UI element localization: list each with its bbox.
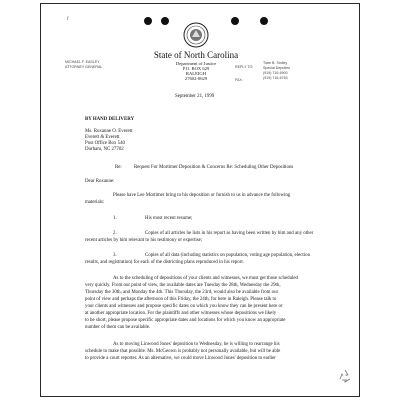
letterhead-zip: 27602-0629 bbox=[184, 76, 208, 81]
salutation: Dear Roxanne: bbox=[85, 179, 115, 184]
item-number: 1. bbox=[113, 216, 117, 221]
letterhead-right-fax: (919) 716-6763 bbox=[263, 76, 288, 80]
recipient-firm: Everett & Everett bbox=[85, 135, 120, 140]
paragraph-line: Thursday the 30th, and Monday the 4th. This Thursday, the 23rd, would also be available from our bbox=[85, 290, 279, 295]
recipient-city: Durham, NC 27702 bbox=[85, 147, 124, 152]
letterhead-po-box: P.O. BOX 629 bbox=[182, 66, 210, 71]
paragraph-line: point of view and perhaps the afternoon of this Friday, the 24th, for here in Raleigh. Please talk to bbox=[85, 297, 277, 302]
letter-page bbox=[40, 3, 360, 397]
recipient-name: Ms. Roxanne O. Everett bbox=[85, 129, 133, 134]
item-number: 3. bbox=[113, 253, 117, 258]
fax-label: FAX: bbox=[235, 78, 243, 82]
letterhead-city: RALEIGH bbox=[185, 71, 207, 76]
punch-hole bbox=[231, 17, 239, 25]
item-number: 2. bbox=[113, 231, 117, 236]
state-seal-icon bbox=[183, 22, 209, 48]
letterhead-left-name: MICHAEL F. EASLEY bbox=[65, 60, 100, 64]
delivery-method: BY HAND DELIVERY bbox=[85, 117, 135, 122]
item-text: results, and registration) for each of the districting plans reproduced in his report. bbox=[85, 260, 244, 265]
item-text: His most recent resume; bbox=[145, 216, 193, 221]
paragraph-line: to be short, please propose specific appropriate dates and locations for which you know an appropriate bbox=[85, 318, 286, 323]
stray-mark: f bbox=[67, 17, 69, 22]
letterhead-state: State of North Carolina bbox=[153, 50, 239, 60]
item-text: Copies of all data (including statistics on population, voting age population, election bbox=[145, 253, 311, 258]
punch-hole bbox=[144, 17, 152, 25]
intro-line: Please have Lee Mortimer bring to his deposition or furnish to us in advance the following bbox=[113, 193, 291, 198]
paragraph-line: to provide a court reporter. As an alternative, we could move Linwood Jones' deposition to earlier bbox=[85, 356, 276, 361]
letterhead-left-title: ATTORNEY GENERAL bbox=[65, 65, 103, 69]
paragraph-line: number of them can be available. bbox=[85, 325, 151, 330]
letterhead-department: Department of Justice bbox=[175, 61, 217, 66]
item-text: recent articles by him relevant to his testimony or expertise; bbox=[85, 238, 203, 243]
paragraph-line: very quickly. From our point of view, the available dates are Tuesday the 28th, Wednesday the 29th, bbox=[85, 283, 281, 288]
paragraph-line: schedule to make that possible. Ms. McGeown is probably not personally available, but will be able bbox=[85, 349, 281, 354]
punch-hole bbox=[260, 17, 268, 25]
paragraph-line: As to moving Linwood Jones' deposition to Wednesday, he is willing to rearrange his bbox=[113, 342, 280, 347]
paragraph-line: your clients and witnesses and propose specific dates on which you know they can be present here or bbox=[85, 304, 283, 309]
recipient-address: Post Office Box 540 bbox=[85, 141, 125, 146]
paragraph-line: at another appropriate location. For the plaintiffs and other witnesses whose depositions we likely bbox=[85, 311, 277, 316]
letterhead-right-title: Special Deputies bbox=[263, 66, 290, 70]
letter-date: September 21, 1999 bbox=[175, 94, 215, 99]
paragraph-line: As to the scheduling of depositions of your clients and witnesses, we must get those scheduled bbox=[113, 276, 298, 281]
reply-to-label: REPLY TO: bbox=[235, 65, 254, 69]
letterhead-right-name: Tiare B. Smiley bbox=[263, 61, 288, 65]
punch-hole bbox=[161, 17, 169, 25]
letterhead-right-phone: (919) 716-6900 bbox=[263, 71, 288, 75]
re-subject: Request For Mortimer Deposition & Concerns Re: Scheduling Other Depositions bbox=[134, 165, 294, 170]
item-text: Copies of all articles he lists in his report as having been written by him and any other bbox=[145, 231, 314, 236]
recycle-icon bbox=[337, 368, 353, 384]
re-label: Re: bbox=[115, 165, 122, 170]
intro-line: materials: bbox=[85, 200, 105, 205]
